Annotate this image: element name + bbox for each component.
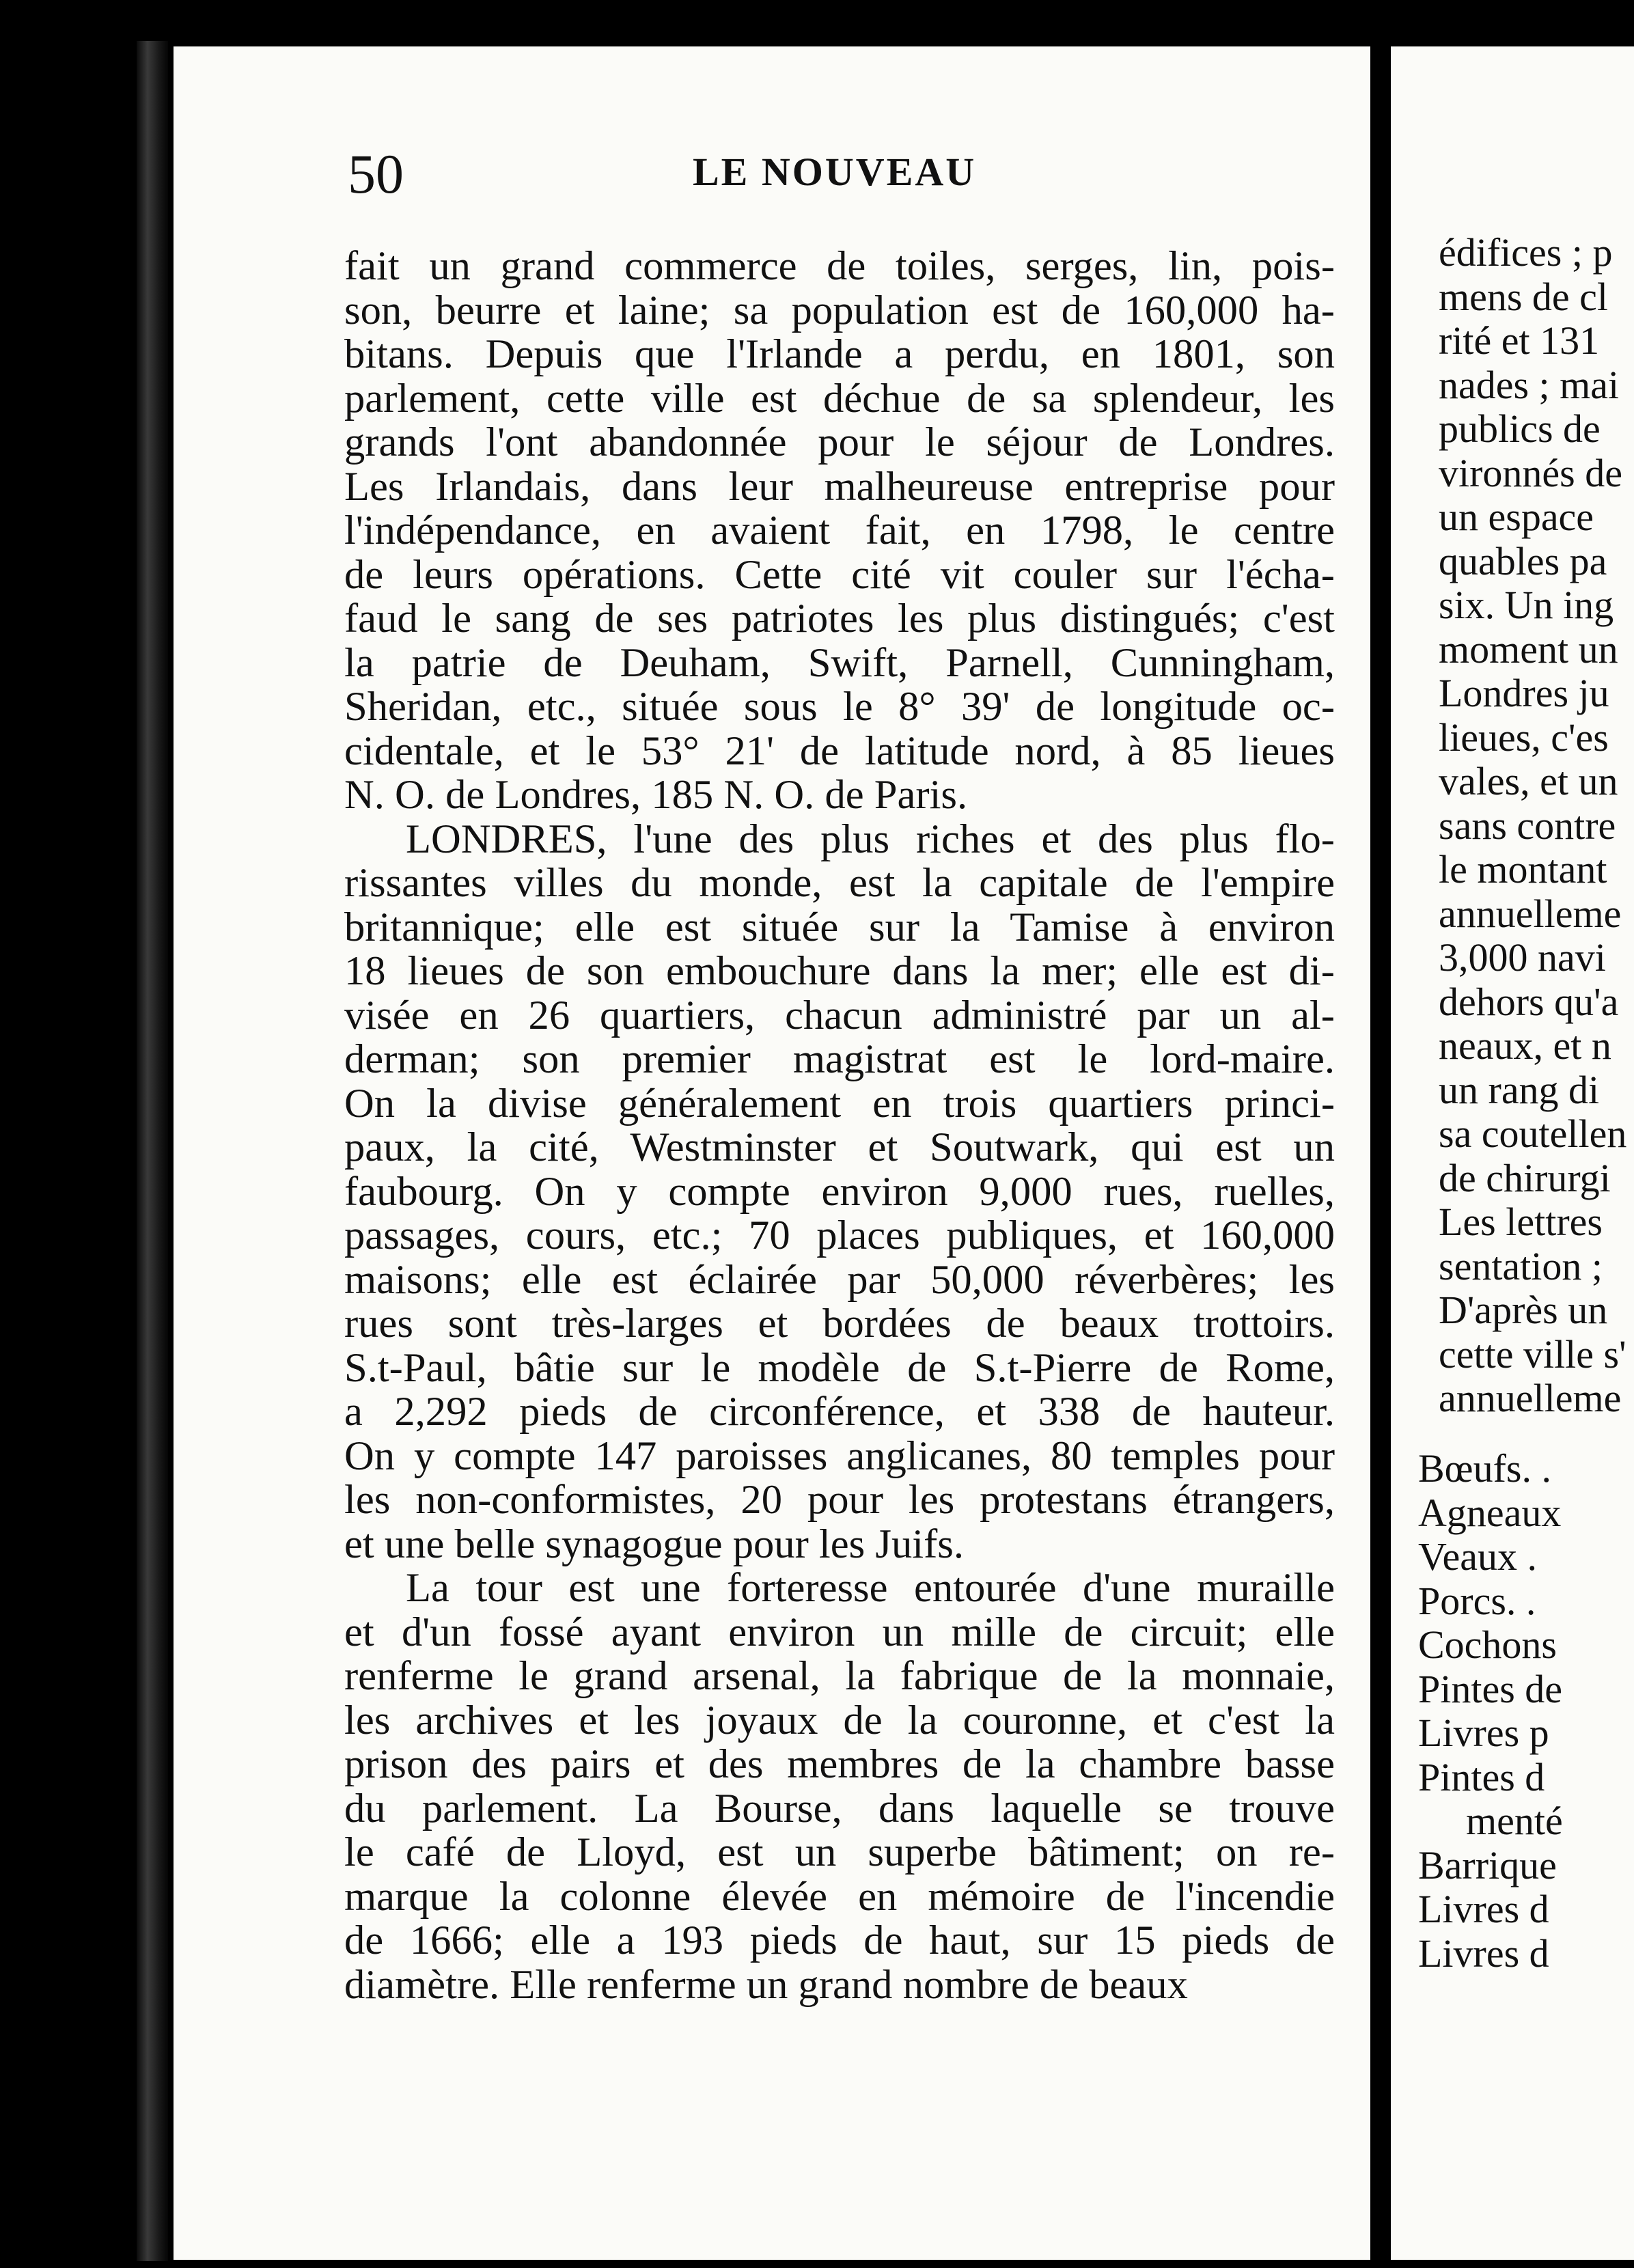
text-line: Les lettres	[1439, 1200, 1603, 1244]
text-line: nades ; mai	[1439, 362, 1620, 407]
text-line: les non-conformistes, 20 pour les protestans étrangers,	[344, 1478, 1335, 1523]
text-line: derman; son premier magistrat est le lord-maire.	[344, 1038, 1335, 1082]
paragraph	[344, 245, 1335, 818]
text-line: renferme le grand arsenal, la fabrique de la monnaie,	[344, 1655, 1335, 1699]
text-line: maisons; elle est éclairée par 50,000 réverbères; les	[344, 1258, 1335, 1302]
text-line: la patrie de Deuham, Swift, Parnell, Cunningham,	[344, 641, 1335, 685]
text-line: lieues, c'es	[1439, 715, 1609, 760]
text-line: Les Irlandais, dans leur malheureuse entreprise pour	[344, 465, 1335, 509]
table-row: Veaux .	[1418, 1534, 1537, 1579]
page-number: 50	[348, 143, 404, 205]
text-line: N. O. de Londres, 185 N. O. de Paris.	[344, 773, 968, 818]
text-line: vironnés de	[1439, 450, 1622, 495]
text-line: paux, la cité, Westminster et Soutwark, qui est un	[344, 1126, 1335, 1170]
book-spine-shadow	[137, 41, 168, 2261]
text-line: annuelleme	[1439, 1376, 1622, 1420]
text-line: La tour est une forteresse entourée d'une muraille	[406, 1566, 1335, 1611]
table-row: Agneaux	[1418, 1490, 1562, 1535]
text-line: de leurs opérations. Cette cité vit couler sur l'écha-	[344, 553, 1335, 597]
text-line: a 2,292 pieds de circonférence, et 338 de hauteur.	[344, 1390, 1335, 1435]
left-page	[174, 46, 1370, 2260]
paragraph	[344, 818, 1335, 1567]
text-line: de chirurgi	[1439, 1155, 1611, 1200]
text-line: LONDRES, l'une des plus riches et des plus flo-	[406, 817, 1335, 861]
text-line: fait un grand commerce de toiles, serges, lin, pois-	[344, 245, 1335, 289]
text-line: prison des pairs et des membres de la chambre basse	[344, 1743, 1335, 1787]
table-row: menté	[1466, 1799, 1563, 1843]
text-line: britannique; elle est située sur la Tamise à environ	[344, 905, 1335, 950]
text-line: les archives et les joyaux de la couronne, et c'est la	[344, 1698, 1335, 1743]
text-line: un espace	[1439, 495, 1594, 539]
text-line: vales, et un	[1439, 759, 1618, 803]
text-line: passages, cours, etc.; 70 places publiques, et 160,000	[344, 1214, 1335, 1258]
table-row: Porcs. .	[1418, 1578, 1536, 1623]
text-line: sentation ;	[1439, 1243, 1603, 1288]
text-line: 3,000 navi	[1439, 935, 1606, 980]
text-line: cidentale, et le 53° 21' de latitude nord, à 85 lieues	[344, 729, 1335, 773]
text-line: le montant	[1439, 847, 1607, 891]
text-line: On la divise généralement en trois quartiers princi-	[344, 1081, 1335, 1126]
text-line: rues sont très-larges et bordées de beaux trottoirs.	[344, 1302, 1335, 1346]
table-row: Pintes d	[1418, 1754, 1545, 1799]
body-text	[344, 245, 1335, 2007]
text-line: du parlement. La Bourse, dans laquelle se trouve	[344, 1786, 1335, 1831]
text-line: l'indépendance, en avaient fait, en 1798, le centre	[344, 509, 1335, 553]
text-line: dehors qu'a	[1439, 979, 1619, 1024]
right-page-column	[1439, 231, 1634, 1421]
text-line: Londres ju	[1439, 671, 1609, 715]
text-line: sa coutellen	[1439, 1111, 1627, 1156]
text-line: et une belle synagogue pour les Juifs.	[344, 1522, 965, 1566]
table-row: Cochons	[1418, 1622, 1557, 1667]
text-line: édifices ; p	[1439, 230, 1613, 275]
table-row: Livres d	[1418, 1887, 1549, 1931]
right-page-table	[1418, 1447, 1634, 1976]
text-line: le café de Lloyd, est un superbe bâtiment; on re-	[344, 1831, 1335, 1875]
paragraph	[344, 1566, 1335, 2007]
text-line: S.t-Paul, bâtie sur le modèle de S.t-Pierre de Rome,	[344, 1346, 1335, 1390]
text-line: six. Un ing	[1439, 583, 1614, 627]
text-line: parlement, cette ville est déchue de sa splendeur, les	[344, 376, 1335, 421]
text-line: marque la colonne élevée en mémoire de l'incendie	[344, 1875, 1335, 1919]
text-line: moment un	[1439, 626, 1618, 672]
text-line: On y compte 147 paroisses anglicanes, 80 temples pour	[344, 1434, 1335, 1478]
text-line: et d'un fossé ayant environ un mille de circuit; elle	[344, 1610, 1335, 1655]
text-line: faud le sang de ses patriotes les plus distingués; c'est	[344, 597, 1335, 641]
text-line: Sheridan, etc., située sous le 8° 39' de longitude oc-	[344, 685, 1335, 730]
right-page-fragment	[1391, 46, 1634, 2260]
text-line: bitans. Depuis que l'Irlande a perdu, en 1801, son	[344, 333, 1335, 377]
page-header	[174, 142, 1370, 204]
running-head: LE NOUVEAU	[693, 150, 977, 194]
text-line: de 1666; elle a 193 pieds de haut, sur 15 pieds de	[344, 1919, 1335, 1963]
text-line: quables pa	[1439, 538, 1607, 583]
table-row: Bœufs. .	[1418, 1446, 1551, 1491]
text-line: sans contre	[1439, 803, 1616, 848]
text-line: faubourg. On y compte environ 9,000 rues, ruelles,	[344, 1170, 1335, 1214]
table-row: Livres p	[1418, 1711, 1549, 1755]
text-line: D'après un	[1439, 1288, 1608, 1332]
text-line: neaux, et n	[1439, 1023, 1611, 1068]
text-line: visée en 26 quartiers, chacun administré par un al-	[344, 993, 1335, 1038]
text-line: grands l'ont abandonnée pour le séjour de Londres.	[344, 421, 1335, 465]
text-line: annuelleme	[1439, 891, 1622, 936]
text-line: cette ville s'	[1439, 1331, 1626, 1377]
text-line: mens de cl	[1439, 274, 1609, 319]
text-line: 18 lieues de son embouchure dans la mer; elle est di-	[344, 950, 1335, 994]
text-line: un rang di	[1439, 1067, 1600, 1112]
text-line: publics de	[1439, 406, 1601, 451]
text-line: rité et 131	[1439, 318, 1600, 363]
table-row: Pintes de	[1418, 1666, 1563, 1711]
text-line: son, beurre et laine; sa population est de 160,000 ha-	[344, 288, 1335, 333]
text-line: rissantes villes du monde, est la capitale de l'empire	[344, 861, 1335, 906]
table-row: Livres d	[1418, 1931, 1549, 1976]
table-row: Barrique	[1418, 1842, 1557, 1887]
text-line: diamètre. Elle renferme un grand nombre de beaux	[344, 1963, 1188, 2007]
